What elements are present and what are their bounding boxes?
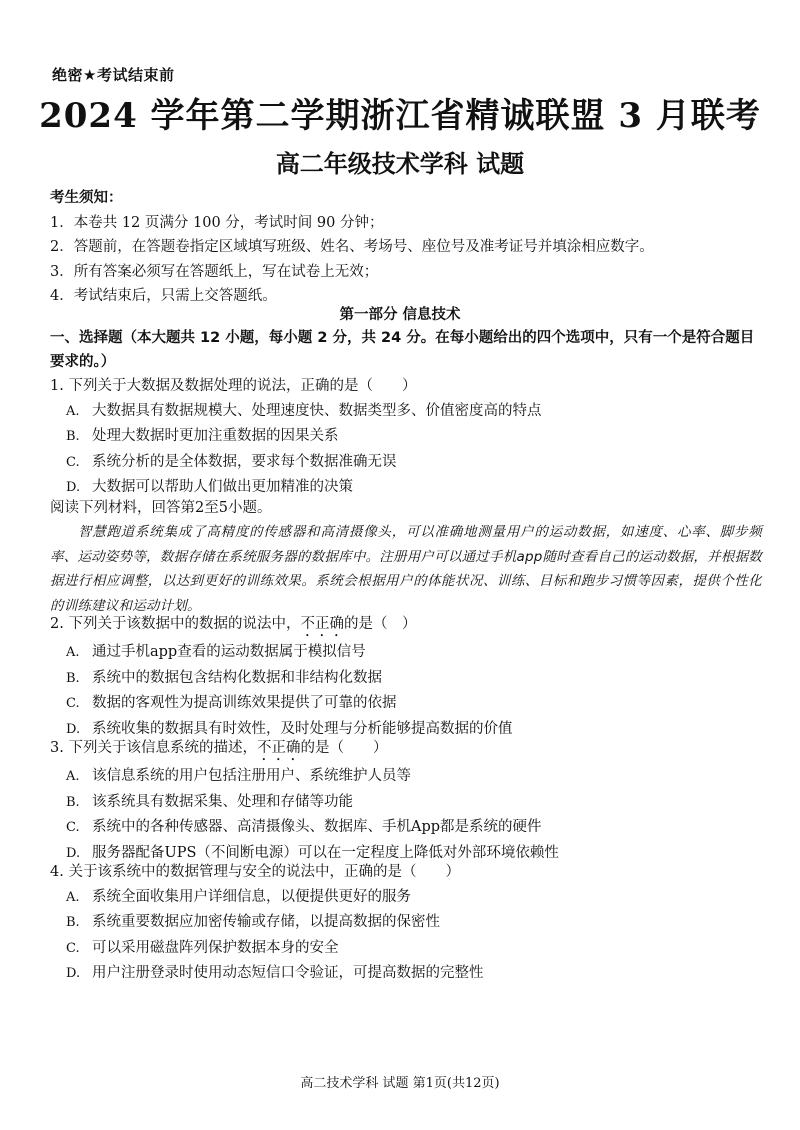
stem-emphasis: 不正确 bbox=[300, 616, 344, 632]
option-letter: B. bbox=[66, 670, 80, 686]
option-letter: A. bbox=[66, 403, 80, 419]
question-2 bbox=[50, 612, 760, 742]
notice-heading: 考生须知： bbox=[50, 190, 123, 206]
page-footer: 高二技术学科 试题 第1页(共12页) bbox=[300, 1076, 500, 1091]
option-letter: B. bbox=[66, 794, 80, 810]
exam-notice bbox=[50, 186, 760, 309]
option-b bbox=[50, 424, 760, 450]
option-letter: C. bbox=[66, 696, 80, 711]
confidential-label: 绝密★考试结束前 bbox=[52, 66, 175, 84]
option-c bbox=[50, 936, 760, 962]
question-4 bbox=[50, 860, 760, 987]
exam-title: 2024 学年第二学期浙江省精诚联盟 3 月联考 bbox=[39, 96, 761, 136]
option-text: 系统分析的是全体数据，要求每个数据准确无误 bbox=[92, 453, 397, 470]
stem-text: 的是（ ） bbox=[343, 616, 417, 632]
exam-subtitle: 高二年级技术学科 试题 bbox=[275, 149, 525, 178]
option-letter: D. bbox=[66, 845, 81, 861]
option-text: 数据的客观性为提高训练效果提供了可靠的依据 bbox=[92, 695, 397, 711]
reading-passage: 智慧跑道系统集成了高精度的传感器和高清摄像头，可以准确地测量用户的运动数据，如速度、心率、脚步频率、运动姿势等，数据存储在系统服务器的数据库中。注册用户可以通过手机app随时查看自己的运动数据，并根据数据进行相应调整，以达到更好的训练效果。系统会根据用户的体能状况、训练、目标和跑步习惯等因素，提供个性化的训练建议和运动计划。 bbox=[50, 524, 762, 614]
option-letter: C. bbox=[66, 820, 80, 835]
option-a bbox=[50, 640, 760, 666]
stem-text: 3. 下列关于该信息系统的描述， bbox=[50, 740, 257, 756]
option-a bbox=[50, 399, 760, 425]
option-letter: D. bbox=[66, 480, 81, 495]
notice-item: 3．所有答案必须写在答题纸上，写在试卷上无效； bbox=[50, 263, 379, 280]
option-text: 该系统具有数据采集、处理和存储等功能 bbox=[92, 793, 353, 810]
reading-intro: 阅读下列材料，回答第2至5小题。 bbox=[50, 500, 272, 516]
option-letter: B. bbox=[66, 915, 80, 930]
option-text: 系统重要数据应加密传输或存储，以提高数据的保密性 bbox=[92, 914, 440, 930]
option-letter: D. bbox=[66, 721, 81, 737]
option-b bbox=[50, 666, 760, 692]
option-text: 大数据具有数据规模大、处理速度快、数据类型多、价值密度高的特点 bbox=[92, 402, 542, 419]
stem-text: 的是（ ） bbox=[300, 740, 388, 756]
option-letter: A. bbox=[66, 889, 80, 905]
question-stem bbox=[50, 736, 760, 764]
option-text: 系统全面收集用户详细信息，以便提供更好的服务 bbox=[92, 888, 411, 905]
option-text: 通过手机app查看的运动数据属于模拟信号 bbox=[92, 644, 366, 660]
question-1 bbox=[50, 374, 760, 501]
option-letter: A. bbox=[66, 769, 80, 784]
option-text: 可以采用磁盘阵列保护数据本身的安全 bbox=[92, 939, 339, 956]
question-stem bbox=[50, 612, 760, 640]
option-c bbox=[50, 450, 760, 476]
option-c bbox=[50, 691, 760, 717]
question-3 bbox=[50, 736, 760, 866]
question-stem: 1. 下列关于大数据及数据处理的说法，正确的是（ ） bbox=[50, 378, 417, 394]
option-letter: D. bbox=[66, 966, 81, 981]
option-c bbox=[50, 815, 760, 841]
option-text: 处理大数据时更加注重数据的因果关系 bbox=[92, 428, 339, 444]
option-letter: C. bbox=[66, 454, 80, 470]
option-a bbox=[50, 885, 760, 911]
part-title: 第一部分 信息技术 bbox=[339, 307, 461, 323]
stem-text: 2. 下列关于该数据中的数据的说法中， bbox=[50, 616, 301, 632]
option-letter: B. bbox=[66, 429, 80, 444]
section-heading: 一、选择题（本大题共 12 小题，每小题 2 分，共 24 分。在每小题给出的四个选项中，只有一个是符合题目要求的。） bbox=[50, 330, 755, 370]
option-d bbox=[50, 961, 760, 987]
notice-item: 4．考试结束后，只需上交答题纸。 bbox=[50, 288, 277, 304]
notice-item: 1．本卷共 12 页满分 100 分，考试时间 90 分钟； bbox=[50, 214, 384, 231]
stem-emphasis: 不正确 bbox=[256, 740, 301, 756]
option-text: 系统收集的数据具有时效性，及时处理与分析能够提高数据的价值 bbox=[92, 720, 513, 737]
option-b bbox=[50, 790, 760, 816]
option-letter: A. bbox=[66, 645, 80, 660]
notice-item: 2．答题前，在答题卷指定区域填写班级、姓名、考场号、座位号及准考证号并填涂相应数字。 bbox=[50, 239, 654, 255]
option-text: 系统中的各种传感器、高清摄像头、数据库、手机App都是系统的硬件 bbox=[92, 819, 542, 835]
option-text: 用户注册登录时使用动态短信口令验证，可提高数据的完整性 bbox=[92, 965, 484, 981]
option-letter: C. bbox=[66, 940, 80, 956]
option-text: 该信息系统的用户包括注册用户、系统维护人员等 bbox=[92, 768, 411, 784]
option-text: 服务器配备UPS（不间断电源）可以在一定程度上降低对外部环境依赖性 bbox=[92, 844, 559, 861]
question-stem: 4. 关于该系统中的数据管理与安全的说法中，正确的是（ ） bbox=[50, 864, 460, 880]
option-b bbox=[50, 910, 760, 936]
option-text: 系统中的数据包含结构化数据和非结构化数据 bbox=[92, 669, 382, 686]
option-a bbox=[50, 764, 760, 790]
option-text: 大数据可以帮助人们做出更加精准的决策 bbox=[92, 479, 353, 495]
